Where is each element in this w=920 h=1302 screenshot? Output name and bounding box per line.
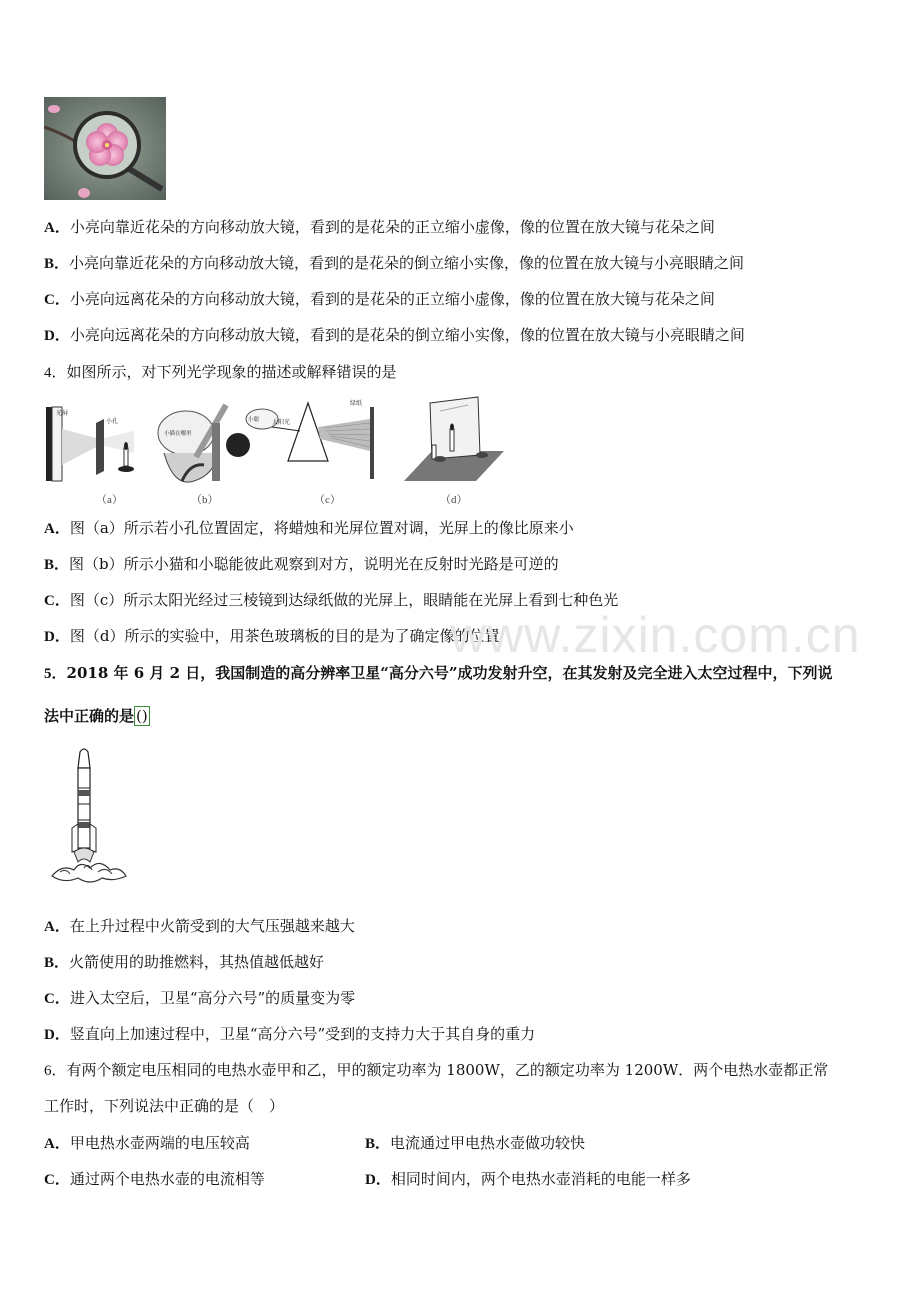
question-text: 2018 年 6 月 2 日，我国制造的高分辨率卫星“高分六号”成功发射升空，在其发射及完全进入太空过程中，下列说	[66, 664, 833, 682]
option-letter: D．	[365, 1172, 391, 1188]
q6-stem-line2	[44, 1096, 284, 1116]
option-letter: D．	[44, 328, 70, 344]
figure-a-pinhole	[46, 407, 134, 481]
q6-option-a	[44, 1133, 250, 1154]
caption-a: （a）	[96, 494, 123, 506]
label-cong: 小聪	[248, 417, 260, 423]
q4-option-a	[44, 518, 574, 539]
caption-d: （d）	[440, 494, 468, 506]
watermark: www.zixin.com.cn	[450, 607, 861, 663]
option-letter: B．	[44, 557, 70, 573]
option-text: 图（b）所示小猫和小聪能彼此观察到对方，说明光在反射时光路是可逆的	[69, 555, 559, 573]
q4-option-c	[44, 590, 618, 611]
option-letter: C．	[44, 292, 70, 308]
option-letter: C．	[44, 593, 70, 609]
magnifier-flower-photo	[44, 97, 166, 200]
option-text: 小亮向靠近花朵的方向移动放大镜，看到的是花朵的倒立缩小实像，像的位置在放大镜与小亮眼睛之间	[69, 254, 745, 272]
label-paper: 绿纸	[350, 400, 363, 407]
option-text: 小亮向远离花朵的方向移动放大镜，看到的是花朵的正立缩小虚像，像的位置在放大镜与花朵之间	[69, 290, 715, 308]
label-sun: 太阳光	[272, 419, 291, 426]
option-letter: A．	[44, 521, 70, 537]
optics-figures	[44, 393, 534, 511]
figure-c-prism	[272, 399, 374, 479]
q5-stem-line1	[44, 663, 833, 684]
question-text: 法中正确的是	[44, 707, 135, 725]
option-text: 图（c）所示太阳光经过三棱镜到达绿纸做的光屏上，眼睛能在光屏上看到七种色光	[69, 591, 619, 609]
option-letter: C．	[44, 1172, 70, 1188]
q5-option-b	[44, 952, 324, 973]
q6-option-b	[365, 1133, 585, 1154]
option-text: 甲电热水壶两端的电压较高	[69, 1134, 250, 1152]
option-text: 小亮向靠近花朵的方向移动放大镜，看到的是花朵的正立缩小虚像，像的位置在放大镜与花朵之间	[69, 218, 715, 236]
q6-stem-line1	[44, 1060, 828, 1081]
figure-d-glass-plate	[404, 397, 504, 481]
option-letter: D．	[44, 1027, 70, 1043]
caption-c: （c）	[314, 494, 341, 506]
option-letter: D．	[44, 629, 70, 645]
label-screen: 光屏	[56, 410, 69, 417]
option-text: 火箭使用的助推燃料，其热值越低越好	[69, 953, 325, 971]
q5-option-c	[44, 988, 355, 1009]
option-text: 进入太空后，卫星“高分六号”的质量变为零	[69, 989, 356, 1007]
q3-option-c	[44, 289, 715, 310]
option-text: 通过两个电热水壶的电流相等	[69, 1170, 265, 1188]
q4-option-d	[44, 626, 499, 647]
question-text: 有两个额定电压相同的电热水壶甲和乙，甲的额定功率为 1800W，乙的额定功率为 1200W．两个电热水壶都正常	[66, 1061, 829, 1079]
option-text: 图（d）所示的实验中，用茶色玻璃板的目的是为了确定像的位置	[69, 627, 500, 645]
label-cat: 小猫在哪里	[164, 431, 192, 437]
q5-stem-line2	[44, 706, 150, 726]
option-text: 小亮向远离花朵的方向移动放大镜，看到的是花朵的倒立缩小实像，像的位置在放大镜与小亮眼睛之间	[69, 326, 745, 344]
caption-b: （b）	[191, 494, 219, 506]
q5-option-d	[44, 1024, 535, 1045]
rocket-figure	[44, 748, 134, 890]
q6-option-c	[44, 1169, 265, 1190]
option-letter: B．	[44, 256, 70, 272]
q3-option-d	[44, 325, 745, 346]
option-text: 电流通过甲电热水壶做功较快	[390, 1134, 586, 1152]
option-letter: A．	[44, 919, 70, 935]
question-number: 6．	[44, 1063, 67, 1079]
figure-b-mirror	[158, 404, 278, 483]
option-text: 图（a）所示若小孔位置固定，将蜡烛和光屏位置对调，光屏上的像比原来小	[69, 519, 574, 537]
option-text: 竖直向上加速过程中，卫星“高分六号”受到的支持力大于其自身的重力	[69, 1025, 536, 1043]
q4-option-b	[44, 554, 559, 575]
question-text: 工作时，下列说法中正确的是（ ）	[44, 1097, 285, 1115]
q3-option-b	[44, 253, 744, 274]
option-text: 在上升过程中火箭受到的大气压强越来越大	[69, 917, 355, 935]
option-letter: A．	[44, 1136, 70, 1152]
option-letter: C．	[44, 991, 70, 1007]
option-text: 相同时间内，两个电热水壶消耗的电能一样多	[390, 1170, 691, 1188]
question-number: 5．	[44, 666, 67, 682]
question-text: 如图所示，对下列光学现象的描述或解释错误的是	[66, 363, 397, 381]
option-letter: A．	[44, 220, 70, 236]
question-number: 4．	[44, 365, 67, 381]
q5-option-a	[44, 916, 355, 937]
label-hole: 小孔	[106, 418, 119, 425]
q3-option-a	[44, 217, 715, 238]
answer-blank: ()	[136, 707, 148, 725]
option-letter: B．	[365, 1136, 391, 1152]
q4-stem	[44, 362, 397, 383]
q6-option-d	[365, 1169, 691, 1190]
option-letter: B．	[44, 955, 70, 971]
